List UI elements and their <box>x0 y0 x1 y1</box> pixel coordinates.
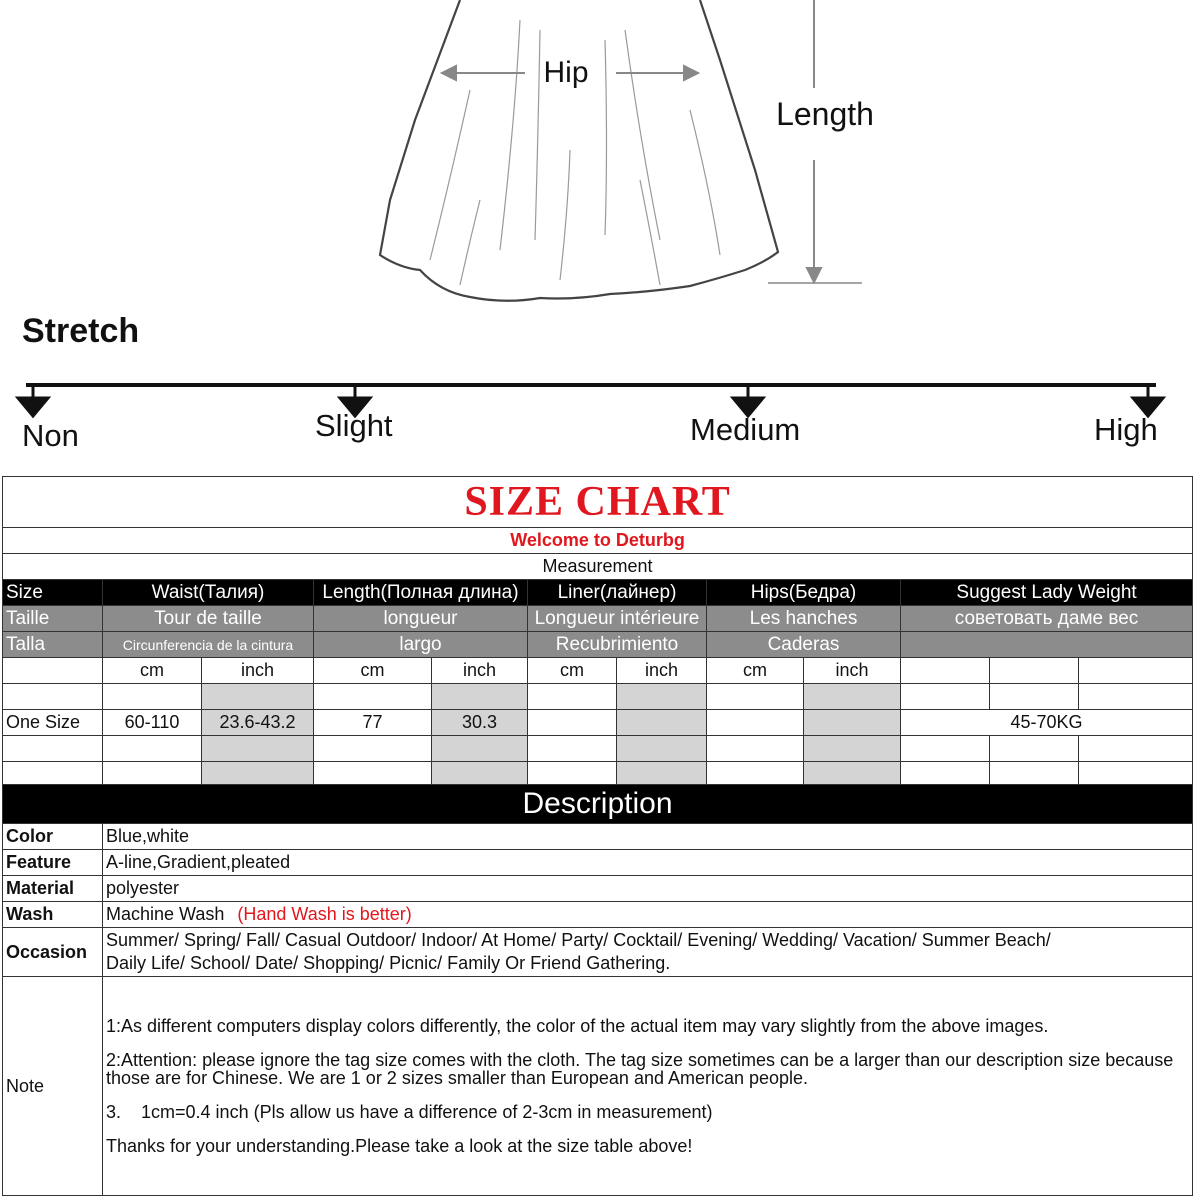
hip-label: Hip <box>543 56 589 89</box>
skirt-outline <box>380 0 778 301</box>
note-1: 1:As different computers display colors differently, the color of the actual item may vary slightly from the above images. <box>106 1016 1049 1036</box>
size-value: One Size <box>3 710 103 736</box>
unit-inch: inch <box>617 658 707 684</box>
color-value: Blue,white <box>103 824 1193 850</box>
occasion-line-1: Summer/ Spring/ Fall/ Casual Outdoor/ Indoor/ At Home/ Party/ Cocktail/ Evening/ Wedding/ Vacation/ Summer Beach/ <box>106 930 1051 950</box>
description-table <box>2 784 1193 1196</box>
header-longueur: longueur <box>314 606 528 632</box>
header-size: Size <box>3 580 103 606</box>
header-longueur-interieure: Longueur intérieure <box>528 606 707 632</box>
feature-label: Feature <box>3 850 103 876</box>
measurement-label: Measurement <box>3 554 1193 580</box>
unit-cm: cm <box>528 658 617 684</box>
wash-note: (Hand Wash is better) <box>237 904 412 924</box>
size-chart-table <box>2 476 1193 788</box>
header-weight: Suggest Lady Weight <box>901 580 1193 606</box>
welcome-text: Welcome to Deturbg <box>3 528 1193 554</box>
unit-inch: inch <box>432 658 528 684</box>
header-largo: largo <box>314 632 528 658</box>
stretch-level-non: Non <box>22 418 79 453</box>
stretch-level-high: High <box>1094 412 1158 447</box>
note-4: Thanks for your understanding.Please take a look at the size table above! <box>106 1136 693 1156</box>
occasion-label: Occasion <box>3 928 103 977</box>
header-talla: Talla <box>3 632 103 658</box>
header-hips: Hips(Бедра) <box>707 580 901 606</box>
length-arrow <box>768 0 862 283</box>
occasion-line-2: Daily Life/ School/ Date/ Shopping/ Picnic/ Family Or Friend Gathering. <box>106 953 671 973</box>
unit-inch: inch <box>804 658 901 684</box>
length-cm-value: 77 <box>314 710 432 736</box>
occasion-cell <box>103 928 1193 977</box>
header-circunferencia: Circunferencia de la cintura <box>103 632 314 658</box>
material-value: polyester <box>103 876 1193 902</box>
size-chart-title: SIZE CHART <box>3 477 1193 528</box>
header-waist: Waist(Талия) <box>103 580 314 606</box>
table-row <box>3 684 1193 710</box>
header-liner: Liner(лайнер) <box>528 580 707 606</box>
stretch-markers <box>0 380 1200 420</box>
length-inch-value: 30.3 <box>432 710 528 736</box>
length-label: Length <box>776 96 874 132</box>
description-title: Description <box>3 785 1193 824</box>
stretch-arrow-non <box>18 398 48 416</box>
note-label: Note <box>3 977 103 1196</box>
measurement-illustration <box>0 0 1200 470</box>
header-taille: Taille <box>3 606 103 632</box>
header-weight-ru: советовать даме вес <box>901 606 1193 632</box>
note-3: 3. 1cm=0.4 inch (Pls allow us have a difference of 2-3cm in measurement) <box>106 1102 713 1122</box>
stretch-title: Stretch <box>22 312 140 350</box>
wash-cell <box>103 902 1193 928</box>
stretch-level-slight: Slight <box>315 408 393 443</box>
waist-cm-value: 60-110 <box>103 710 202 736</box>
color-label: Color <box>3 824 103 850</box>
header-les-hanches: Les hanches <box>707 606 901 632</box>
header-tour-de-taille: Tour de taille <box>103 606 314 632</box>
header-empty <box>901 632 1193 658</box>
wash-value: Machine Wash <box>106 904 225 924</box>
waist-inch-value: 23.6-43.2 <box>202 710 314 736</box>
unit-inch: inch <box>202 658 314 684</box>
unit-cm: cm <box>103 658 202 684</box>
table-row-one-size <box>3 710 1193 736</box>
unit-cm: cm <box>707 658 804 684</box>
material-label: Material <box>3 876 103 902</box>
stretch-level-medium: Medium <box>690 412 801 447</box>
weight-value: 45-70KG <box>901 710 1193 736</box>
unit-cm: cm <box>314 658 432 684</box>
header-length: Length(Полная длина) <box>314 580 528 606</box>
table-row <box>3 736 1193 762</box>
feature-value: A-line,Gradient,pleated <box>103 850 1193 876</box>
header-caderas: Caderas <box>707 632 901 658</box>
wash-label: Wash <box>3 902 103 928</box>
header-recubrimiento: Recubrimiento <box>528 632 707 658</box>
note-2: 2:Attention: please ignore the tag size comes with the cloth. The tag size sometimes can be a larger than our description size because those are for Chinese. We are 1 or 2 sizes smaller than European and American people. <box>106 1050 1174 1088</box>
note-cell <box>103 977 1193 1196</box>
